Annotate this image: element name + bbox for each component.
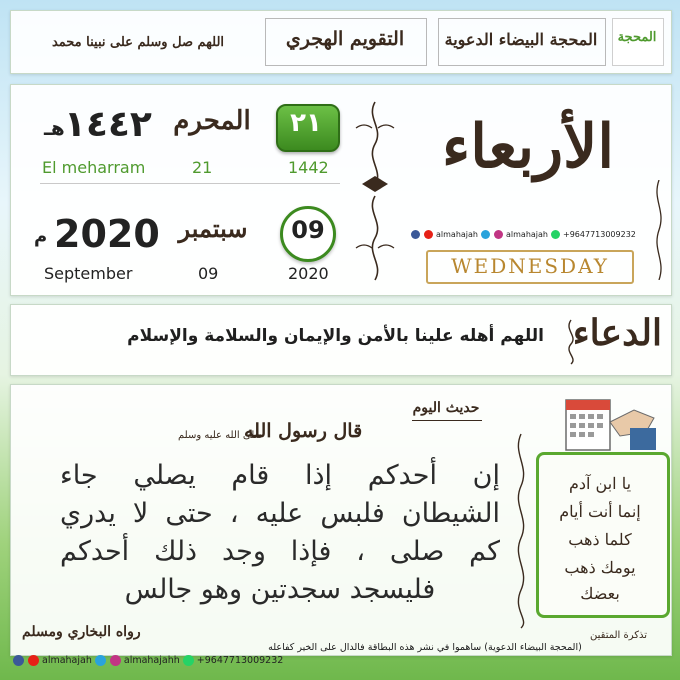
social-handle-1: almahajah <box>436 230 478 239</box>
instagram-icon <box>110 655 121 666</box>
hijri-day-number: ٢١ <box>290 108 322 138</box>
corner-ornament-right <box>652 180 666 280</box>
gregorian-year-suffix: م <box>34 226 48 247</box>
hadith-line-2: الشيطان فلبس عليه ، حتى لا يدري <box>60 498 500 529</box>
hadith-narrator: رواه البخاري ومسلم <box>22 624 141 640</box>
footer-handle-1: almahajahh <box>123 655 180 666</box>
social-phone: +9647713009232 <box>563 230 636 239</box>
date-divider <box>40 183 340 184</box>
youtube-icon <box>28 655 39 666</box>
reminder-line-4: يومك ذهب <box>564 558 636 577</box>
hadith-intro: قال رسول الله <box>244 420 363 442</box>
hijri-latin-year: 1442 <box>288 158 329 177</box>
hadith-salutation: صلى الله عليه وسلم <box>178 430 263 441</box>
calendar-title: التقويم الهجري <box>285 28 405 50</box>
social-row-top <box>410 230 636 239</box>
hijri-year-suffix: هـ <box>44 116 65 140</box>
reminder-line-2: إنما أنت أيام <box>559 502 641 521</box>
hadith-label: حديث اليوم <box>412 400 480 416</box>
dua-label: الدعاء <box>572 312 662 354</box>
reminder-source: تذكرة المتقين <box>590 630 648 641</box>
facebook-icon <box>13 655 24 666</box>
gregorian-month-name: سبتمبر <box>178 214 248 243</box>
gregorian-latin-month: September <box>44 264 133 283</box>
footer-handle-2: almahajah <box>42 655 92 666</box>
social-row-bottom <box>12 655 283 666</box>
weekday-english: WEDNESDAY <box>451 254 609 278</box>
reminder-line-5: بعضك <box>580 584 620 603</box>
hijri-month-name: المحرم <box>173 106 251 136</box>
hijri-latin-day: 21 <box>192 158 213 177</box>
publisher-name: المحجة البيضاء الدعوية <box>444 30 598 49</box>
salawat-text: اللهم صل وسلم على نبينا محمد <box>51 35 225 50</box>
facebook-icon <box>411 230 420 239</box>
dua-text: اللهم أهله علينا بالأمن والإيمان والسلامة والإسلام <box>127 326 544 346</box>
footer-phone: +9647713009232 <box>196 655 284 666</box>
gregorian-latin-year: 2020 <box>288 264 329 283</box>
social-handle-2: almahajah <box>506 230 548 239</box>
reminder-line-1: يا ابن آدم <box>568 474 632 493</box>
hijri-latin-month: El meharram <box>42 158 146 177</box>
vertical-ornament <box>352 98 398 284</box>
weekday-arabic: الأربعاء <box>441 112 614 182</box>
telegram-icon <box>481 230 490 239</box>
gregorian-latin-day: 09 <box>198 264 219 283</box>
hadith-line-1: إن أحدكم إذا قام يصلي جاء <box>60 460 500 491</box>
hadith-label-underline <box>412 420 482 421</box>
logo-text: المحجة <box>617 30 657 45</box>
reminder-line-3: كلما ذهب <box>568 530 632 549</box>
youtube-icon <box>424 230 433 239</box>
whatsapp-icon <box>551 230 560 239</box>
hijri-year: ١٤٤٢ <box>64 104 152 145</box>
footer-notice: (المحجة البيضاء الدعوية) ساهموا في نشر هذه البطاقة فالدال على الخير كفاعله <box>268 642 582 653</box>
instagram-icon <box>494 230 503 239</box>
hadith-line-4: فليسجد سجدتين وهو جالس <box>124 574 436 605</box>
dua-ornament <box>560 318 582 366</box>
hadith-divider-ornament <box>508 430 534 630</box>
gregorian-day-number: 09 <box>291 216 325 244</box>
hadith-line-3: كم صلى ، فإذا وجد ذلك أحدكم <box>60 536 500 567</box>
gregorian-year: 2020 <box>54 212 160 256</box>
whatsapp-icon <box>183 655 194 666</box>
telegram-icon <box>95 655 106 666</box>
